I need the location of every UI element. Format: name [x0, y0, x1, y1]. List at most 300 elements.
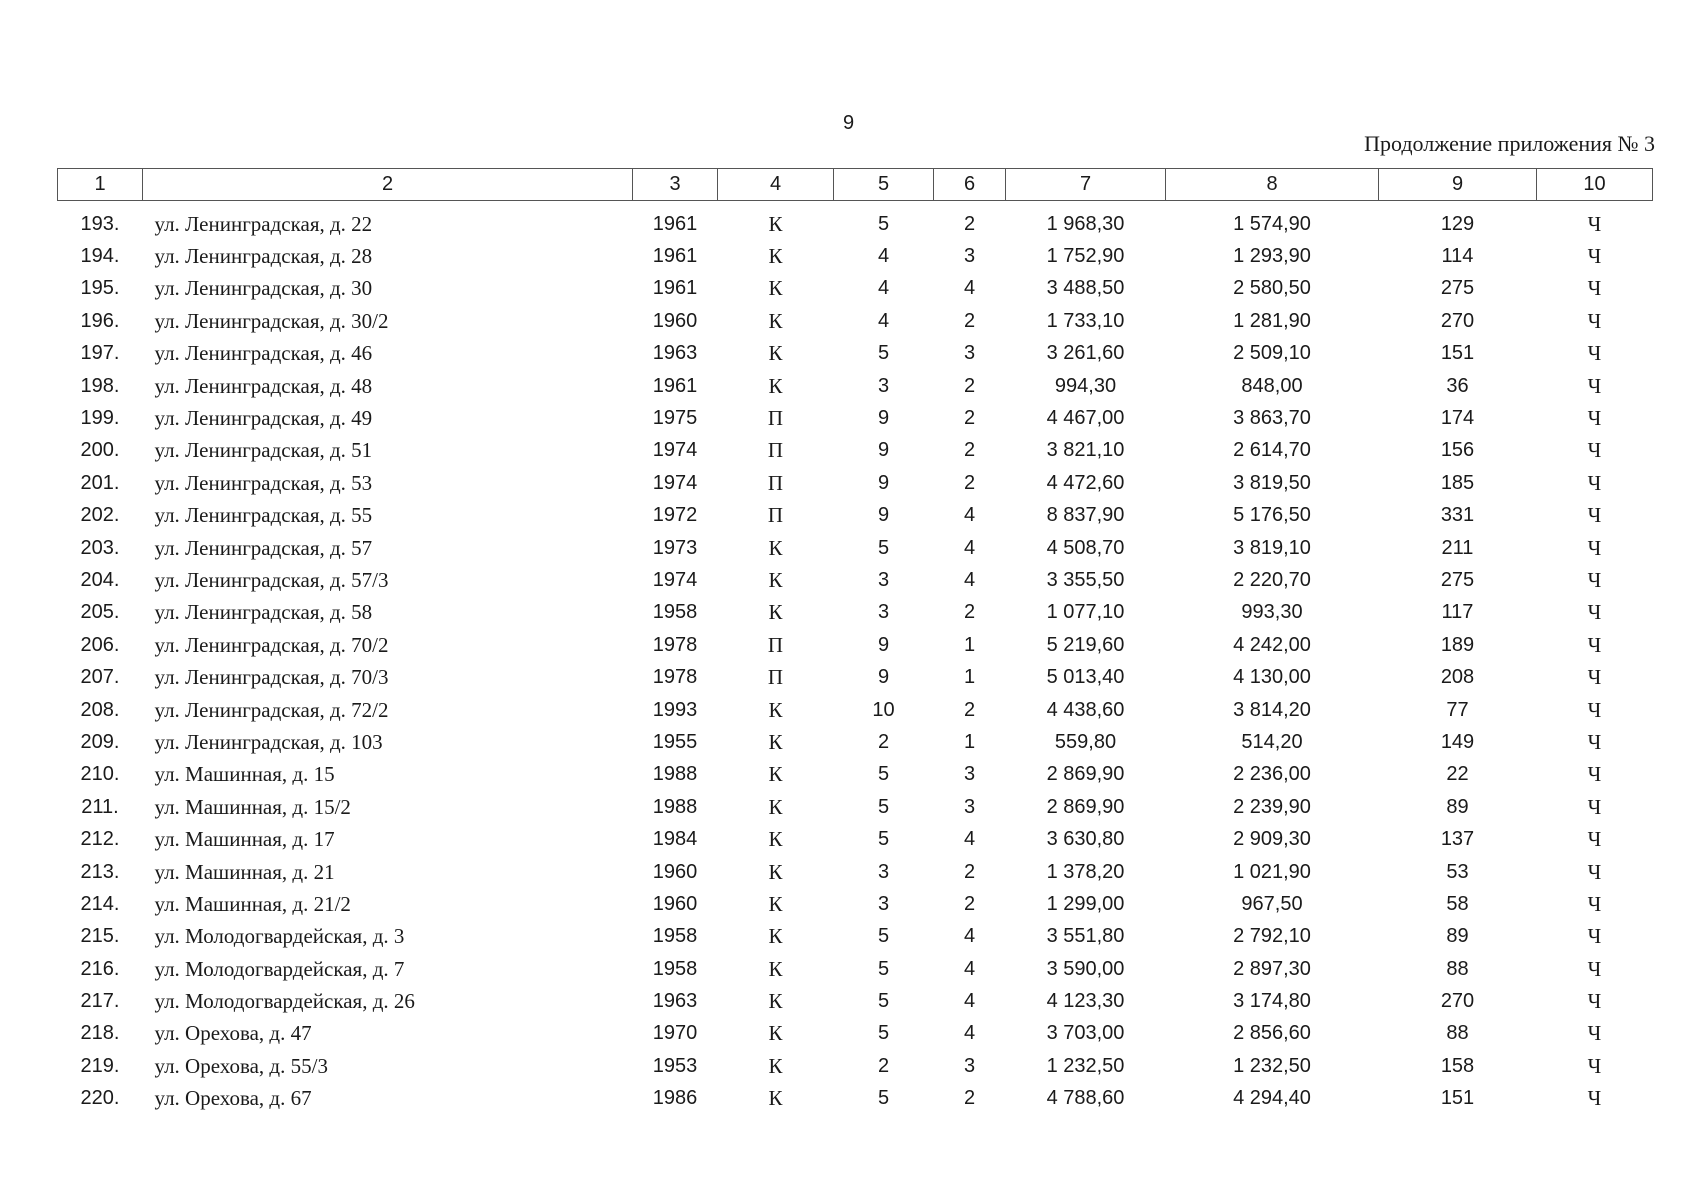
total-area-cell: 3 703,00 [1046, 1022, 1125, 1045]
floors-cell: 5 [877, 828, 890, 851]
wall-material-cell: К [768, 600, 783, 625]
ownership-cell: Ч [1587, 827, 1602, 852]
wall-material-cell: К [768, 535, 783, 560]
living-area-cell: 1 021,90 [1233, 860, 1311, 883]
ownership-cell: Ч [1587, 276, 1602, 301]
row-number-cell: 216. [80, 957, 120, 980]
ownership-cell: Ч [1587, 632, 1602, 657]
total-area-cell: 4 788,60 [1046, 1087, 1125, 1110]
floors-cell: 5 [877, 536, 890, 559]
wall-material-cell: К [768, 859, 783, 884]
year-built-cell: 1960 [652, 892, 698, 915]
living-area-cell: 3 814,20 [1233, 698, 1311, 721]
wall-material-cell: П [767, 406, 784, 431]
total-area-cell: 4 472,60 [1046, 471, 1125, 494]
floors-cell: 9 [877, 504, 890, 527]
entrances-cell: 3 [963, 795, 976, 818]
total-area-cell: 1 378,20 [1046, 860, 1125, 883]
table-row [58, 273, 1653, 305]
total-area-cell: 3 630,80 [1046, 828, 1125, 851]
row-number-cell: 212. [80, 828, 120, 851]
floors-cell: 9 [877, 471, 890, 494]
living-area-cell: 967,50 [1241, 892, 1303, 915]
ownership-cell: Ч [1587, 567, 1602, 592]
row-number-cell: 213. [80, 860, 120, 883]
wall-material-cell: К [768, 1086, 783, 1111]
residents-cell: 36 [1446, 374, 1469, 397]
floors-cell: 5 [877, 763, 890, 786]
page-number: 9 [842, 112, 855, 134]
year-built-cell: 1961 [652, 277, 698, 300]
entrances-cell: 2 [963, 212, 976, 235]
address-cell: ул. Молодогвардейская, д. 26 [154, 989, 415, 1014]
row-number-cell: 209. [80, 730, 120, 753]
living-area-cell: 2 897,30 [1233, 957, 1311, 980]
address-cell: ул. Ленинградская, д. 103 [154, 729, 383, 754]
wall-material-cell: К [768, 794, 783, 819]
year-built-cell: 1958 [652, 957, 698, 980]
ownership-cell: Ч [1587, 1053, 1602, 1078]
residents-cell: 89 [1446, 795, 1469, 818]
year-built-cell: 1955 [652, 730, 698, 753]
address-cell: ул. Орехова, д. 47 [154, 1021, 312, 1046]
year-built-cell: 1972 [652, 504, 698, 527]
wall-material-cell: П [767, 665, 784, 690]
row-number-cell: 215. [80, 925, 120, 948]
ownership-cell: Ч [1587, 729, 1602, 754]
floors-cell: 5 [877, 795, 890, 818]
residents-cell: 117 [1441, 601, 1474, 624]
ownership-cell: Ч [1587, 665, 1602, 690]
living-area-cell: 848,00 [1241, 374, 1303, 397]
row-number-cell: 196. [80, 309, 120, 332]
address-cell: ул. Ленинградская, д. 22 [154, 211, 373, 236]
table-row [58, 791, 1653, 823]
floors-cell: 4 [877, 277, 890, 300]
residents-cell: 58 [1446, 892, 1469, 915]
year-built-cell: 1986 [652, 1087, 698, 1110]
address-cell: ул. Ленинградская, д. 30/2 [154, 308, 389, 333]
residents-cell: 189 [1440, 633, 1475, 656]
table-row [58, 532, 1653, 564]
entrances-cell: 2 [963, 892, 976, 915]
ownership-cell: Ч [1587, 470, 1602, 495]
total-area-cell: 2 869,90 [1046, 795, 1125, 818]
entrances-cell: 1 [963, 730, 976, 753]
address-cell: ул. Машинная, д. 21/2 [154, 891, 351, 916]
row-number-cell: 204. [80, 568, 120, 591]
column-header: 8 [1166, 169, 1379, 201]
total-area-cell: 3 590,00 [1046, 957, 1125, 980]
total-area-cell: 3 488,50 [1046, 277, 1125, 300]
residents-cell: 88 [1446, 957, 1469, 980]
row-number-cell: 210. [80, 763, 120, 786]
row-number-cell: 197. [80, 342, 120, 365]
floors-cell: 9 [877, 666, 890, 689]
ownership-cell: Ч [1587, 697, 1602, 722]
table-row [58, 467, 1653, 499]
wall-material-cell: К [768, 373, 783, 398]
ownership-cell: Ч [1587, 1086, 1602, 1111]
entrances-cell: 2 [963, 698, 976, 721]
wall-material-cell: К [768, 762, 783, 787]
floors-cell: 3 [877, 601, 890, 624]
ownership-cell: Ч [1587, 600, 1602, 625]
residents-cell: 185 [1440, 471, 1475, 494]
entrances-cell: 2 [963, 471, 976, 494]
table-row [58, 402, 1653, 434]
floors-cell: 5 [877, 990, 890, 1013]
floors-cell: 3 [877, 568, 890, 591]
total-area-cell: 3 355,50 [1046, 568, 1125, 591]
year-built-cell: 1993 [652, 698, 698, 721]
entrances-cell: 2 [963, 439, 976, 462]
year-built-cell: 1988 [652, 795, 698, 818]
year-built-cell: 1958 [652, 925, 698, 948]
year-built-cell: 1961 [652, 374, 698, 397]
ownership-cell: Ч [1587, 859, 1602, 884]
residents-cell: 156 [1440, 439, 1475, 462]
entrances-cell: 4 [963, 536, 976, 559]
entrances-cell: 4 [963, 504, 976, 527]
ownership-cell: Ч [1587, 794, 1602, 819]
total-area-cell: 1 968,30 [1046, 212, 1125, 235]
address-cell: ул. Ленинградская, д. 30 [154, 276, 373, 301]
entrances-cell: 3 [963, 342, 976, 365]
table-row [58, 338, 1653, 370]
row-number-cell: 193. [80, 212, 120, 235]
year-built-cell: 1973 [652, 536, 698, 559]
address-cell: ул. Машинная, д. 21 [154, 859, 335, 884]
table-row [58, 208, 1653, 240]
ownership-cell: Ч [1587, 891, 1602, 916]
residents-cell: 129 [1440, 212, 1475, 235]
wall-material-cell: К [768, 1053, 783, 1078]
address-cell: ул. Орехова, д. 67 [154, 1086, 312, 1111]
floors-cell: 2 [877, 730, 890, 753]
wall-material-cell: К [768, 891, 783, 916]
table-row [58, 888, 1653, 920]
housing-table [57, 168, 1653, 1115]
wall-material-cell: К [768, 827, 783, 852]
living-area-cell: 3 863,70 [1233, 407, 1311, 430]
residents-cell: 151 [1440, 1087, 1475, 1110]
table-row [58, 500, 1653, 532]
ownership-cell: Ч [1587, 406, 1602, 431]
continuation-label: Продолжение приложения № 3 [1364, 131, 1655, 156]
total-area-cell: 559,80 [1054, 730, 1117, 753]
floors-cell: 4 [877, 245, 890, 268]
address-cell: ул. Ленинградская, д. 72/2 [154, 697, 389, 722]
year-built-cell: 1958 [652, 601, 698, 624]
header-row [58, 169, 1653, 201]
entrances-cell: 3 [963, 245, 976, 268]
entrances-cell: 4 [963, 957, 976, 980]
table-row [58, 597, 1653, 629]
row-number-cell: 218. [80, 1022, 120, 1045]
row-number-cell: 219. [80, 1054, 120, 1077]
wall-material-cell: К [768, 276, 783, 301]
living-area-cell: 3 819,10 [1233, 536, 1311, 559]
wall-material-cell: К [768, 989, 783, 1014]
total-area-cell: 4 508,70 [1046, 536, 1125, 559]
year-built-cell: 1978 [652, 633, 698, 656]
residents-cell: 270 [1440, 309, 1475, 332]
living-area-cell: 2 856,60 [1233, 1022, 1311, 1045]
living-area-cell: 993,30 [1241, 601, 1303, 624]
column-header: 2 [143, 169, 633, 201]
table-body [58, 201, 1653, 1115]
column-header: 10 [1537, 169, 1653, 201]
ownership-cell: Ч [1587, 535, 1602, 560]
wall-material-cell: К [768, 567, 783, 592]
address-cell: ул. Ленинградская, д. 58 [154, 600, 373, 625]
total-area-cell: 1 752,90 [1046, 245, 1125, 268]
total-area-cell: 1 232,50 [1046, 1054, 1125, 1077]
living-area-cell: 514,20 [1241, 730, 1303, 753]
living-area-cell: 2 580,50 [1233, 277, 1311, 300]
entrances-cell: 3 [963, 1054, 976, 1077]
living-area-cell: 4 294,40 [1233, 1087, 1311, 1110]
residents-cell: 270 [1440, 990, 1475, 1013]
row-number-cell: 207. [80, 666, 120, 689]
total-area-cell: 5 013,40 [1046, 666, 1125, 689]
column-header: 5 [834, 169, 934, 201]
row-number-cell: 200. [80, 439, 120, 462]
residents-cell: 174 [1440, 407, 1475, 430]
address-cell: ул. Ленинградская, д. 57/3 [154, 567, 389, 592]
address-cell: ул. Машинная, д. 17 [154, 827, 335, 852]
column-header: 3 [633, 169, 718, 201]
row-number-cell: 214. [80, 892, 120, 915]
residents-cell: 331 [1440, 504, 1475, 527]
table-row [58, 1083, 1653, 1115]
residents-cell: 275 [1440, 568, 1475, 591]
living-area-cell: 2 509,10 [1233, 342, 1311, 365]
table-row [58, 564, 1653, 596]
ownership-cell: Ч [1587, 989, 1602, 1014]
total-area-cell: 4 467,00 [1046, 407, 1125, 430]
year-built-cell: 1963 [652, 990, 698, 1013]
wall-material-cell: П [767, 632, 784, 657]
row-number-cell: 205. [80, 601, 120, 624]
entrances-cell: 4 [963, 990, 976, 1013]
year-built-cell: 1974 [652, 568, 698, 591]
living-area-cell: 1 293,90 [1233, 245, 1311, 268]
table-row [58, 1018, 1653, 1050]
year-built-cell: 1970 [652, 1022, 698, 1045]
residents-cell: 158 [1440, 1054, 1475, 1077]
floors-cell: 9 [877, 633, 890, 656]
living-area-cell: 1 232,50 [1233, 1054, 1311, 1077]
column-header: 4 [718, 169, 834, 201]
table-row [58, 240, 1653, 272]
address-cell: ул. Ленинградская, д. 70/2 [154, 632, 389, 657]
address-cell: ул. Ленинградская, д. 46 [154, 341, 373, 366]
total-area-cell: 3 551,80 [1046, 925, 1125, 948]
entrances-cell: 2 [963, 1087, 976, 1110]
total-area-cell: 8 837,90 [1046, 504, 1125, 527]
table-row [58, 726, 1653, 758]
living-area-cell: 2 236,00 [1233, 763, 1311, 786]
spacer-cell [58, 201, 1653, 209]
table-row [58, 305, 1653, 337]
floors-cell: 5 [877, 1087, 890, 1110]
wall-material-cell: К [768, 697, 783, 722]
wall-material-cell: К [768, 956, 783, 981]
column-header: 9 [1379, 169, 1537, 201]
living-area-cell: 1 574,90 [1233, 212, 1311, 235]
floors-cell: 3 [877, 374, 890, 397]
table-row [58, 661, 1653, 693]
total-area-cell: 3 261,60 [1046, 342, 1125, 365]
wall-material-cell: К [768, 308, 783, 333]
column-header: 6 [934, 169, 1006, 201]
address-cell: ул. Ленинградская, д. 49 [154, 406, 373, 431]
year-built-cell: 1974 [652, 471, 698, 494]
total-area-cell: 994,30 [1054, 374, 1117, 397]
entrances-cell: 3 [963, 763, 976, 786]
living-area-cell: 3 819,50 [1233, 471, 1311, 494]
floors-cell: 5 [877, 925, 890, 948]
wall-material-cell: К [768, 924, 783, 949]
address-cell: ул. Ленинградская, д. 70/3 [154, 665, 389, 690]
table-row [58, 921, 1653, 953]
residents-cell: 88 [1446, 1022, 1469, 1045]
total-area-cell: 2 869,90 [1046, 763, 1125, 786]
address-cell: ул. Ленинградская, д. 51 [154, 438, 373, 463]
table-row [58, 370, 1653, 402]
residents-cell: 149 [1440, 730, 1475, 753]
address-cell: ул. Ленинградская, д. 55 [154, 503, 373, 528]
entrances-cell: 1 [963, 633, 976, 656]
living-area-cell: 2 239,90 [1233, 795, 1311, 818]
entrances-cell: 2 [963, 309, 976, 332]
total-area-cell: 3 821,10 [1046, 439, 1125, 462]
residents-cell: 137 [1440, 828, 1475, 851]
row-number-cell: 220. [80, 1087, 120, 1110]
year-built-cell: 1975 [652, 407, 698, 430]
living-area-cell: 1 281,90 [1233, 309, 1311, 332]
living-area-cell: 3 174,80 [1233, 990, 1311, 1013]
row-number-cell: 194. [80, 245, 120, 268]
floors-cell: 5 [877, 342, 890, 365]
wall-material-cell: К [768, 1021, 783, 1046]
residents-cell: 208 [1440, 666, 1475, 689]
ownership-cell: Ч [1587, 438, 1602, 463]
floors-cell: 5 [877, 212, 890, 235]
entrances-cell: 4 [963, 828, 976, 851]
residents-cell: 275 [1440, 277, 1475, 300]
year-built-cell: 1960 [652, 860, 698, 883]
floors-cell: 3 [877, 860, 890, 883]
entrances-cell: 4 [963, 1022, 976, 1045]
spacer-row [58, 201, 1653, 209]
row-number-cell: 211. [81, 795, 119, 818]
floors-cell: 5 [877, 1022, 890, 1045]
residents-cell: 211 [1441, 536, 1474, 559]
floors-cell: 9 [877, 439, 890, 462]
residents-cell: 151 [1440, 342, 1475, 365]
living-area-cell: 2 792,10 [1233, 925, 1311, 948]
year-built-cell: 1960 [652, 309, 698, 332]
ownership-cell: Ч [1587, 308, 1602, 333]
row-number-cell: 202. [80, 504, 120, 527]
living-area-cell: 2 909,30 [1233, 828, 1311, 851]
table-row [58, 435, 1653, 467]
address-cell: ул. Ленинградская, д. 48 [154, 373, 373, 398]
ownership-cell: Ч [1587, 244, 1602, 269]
year-built-cell: 1984 [652, 828, 698, 851]
row-number-cell: 201. [80, 471, 120, 494]
row-number-cell: 203. [80, 536, 120, 559]
table-row [58, 694, 1653, 726]
residents-cell: 89 [1446, 925, 1469, 948]
entrances-cell: 4 [963, 277, 976, 300]
entrances-cell: 2 [963, 860, 976, 883]
address-cell: ул. Ленинградская, д. 57 [154, 535, 373, 560]
floors-cell: 2 [877, 1054, 890, 1077]
total-area-cell: 1 299,00 [1046, 892, 1125, 915]
floors-cell: 4 [877, 309, 890, 332]
address-cell: ул. Молодогвардейская, д. 3 [154, 924, 405, 949]
residents-cell: 53 [1446, 860, 1469, 883]
ownership-cell: Ч [1587, 924, 1602, 949]
year-built-cell: 1963 [652, 342, 698, 365]
table-row [58, 856, 1653, 888]
wall-material-cell: П [767, 503, 784, 528]
wall-material-cell: К [768, 244, 783, 269]
table-row [58, 629, 1653, 661]
entrances-cell: 2 [963, 601, 976, 624]
table-row [58, 953, 1653, 985]
row-number-cell: 217. [80, 990, 120, 1013]
ownership-cell: Ч [1587, 956, 1602, 981]
year-built-cell: 1953 [652, 1054, 698, 1077]
floors-cell: 9 [877, 407, 890, 430]
ownership-cell: Ч [1587, 1021, 1602, 1046]
entrances-cell: 2 [963, 374, 976, 397]
total-area-cell: 5 219,60 [1046, 633, 1125, 656]
row-number-cell: 208. [80, 698, 120, 721]
total-area-cell: 4 123,30 [1046, 990, 1125, 1013]
wall-material-cell: П [767, 438, 784, 463]
ownership-cell: Ч [1587, 373, 1602, 398]
wall-material-cell: К [768, 729, 783, 754]
wall-material-cell: П [767, 470, 784, 495]
residents-cell: 22 [1446, 763, 1469, 786]
address-cell: ул. Молодогвардейская, д. 7 [154, 956, 405, 981]
entrances-cell: 4 [963, 925, 976, 948]
entrances-cell: 4 [963, 568, 976, 591]
table-row [58, 985, 1653, 1017]
ownership-cell: Ч [1587, 211, 1602, 236]
year-built-cell: 1974 [652, 439, 698, 462]
ownership-cell: Ч [1587, 762, 1602, 787]
residents-cell: 114 [1441, 245, 1474, 268]
table-row [58, 759, 1653, 791]
address-cell: ул. Орехова, д. 55/3 [154, 1053, 328, 1078]
total-area-cell: 4 438,60 [1046, 698, 1125, 721]
total-area-cell: 1 077,10 [1046, 601, 1125, 624]
entrances-cell: 2 [963, 407, 976, 430]
ownership-cell: Ч [1587, 503, 1602, 528]
year-built-cell: 1988 [652, 763, 698, 786]
floors-cell: 10 [872, 698, 895, 721]
table-row [58, 1050, 1653, 1082]
column-header: 1 [58, 169, 143, 201]
row-number-cell: 199. [80, 407, 120, 430]
